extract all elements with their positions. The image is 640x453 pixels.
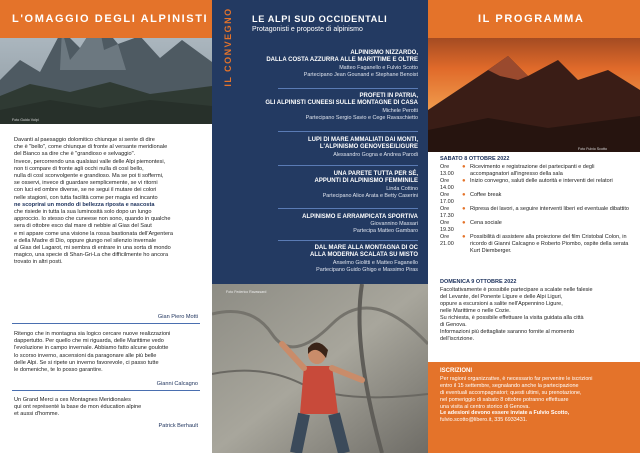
registration-line: Le adesioni devono essere inviate a Fulvio Scotto, <box>440 410 570 417</box>
registration-line: entro il 15 settembre, segnalando anche la partecipazione <box>440 382 579 389</box>
quote-line: e mi appare come una visione la rossa bastionata dell'Argentera <box>14 230 174 237</box>
program-line: Su richiesta, è possibile effettuare la visita guidata alla città <box>440 315 584 321</box>
session-participants: Partecipano Guido Ghigo e Massimo Piras <box>316 266 418 273</box>
vertical-title-text: IL CONVEGNO <box>223 7 233 87</box>
registration-line: di eventuali accompagnatori; questi ultimi, su prenotazione, <box>440 389 582 396</box>
motti-quote <box>14 137 204 267</box>
schedule-time: Ore 17.30 <box>440 206 454 219</box>
signature-motti: Gian Piero Motti <box>157 314 198 320</box>
quote-line: che risiede in tutta la sua luminosità solo dopo un lungo <box>14 209 152 216</box>
left-header-bar <box>0 0 212 38</box>
session-participants: Partecipano Alice Arata e Betty Caserini <box>322 192 418 199</box>
bullet-icon: ● <box>462 220 466 226</box>
session-divider <box>278 131 418 132</box>
session-divider <box>278 208 418 209</box>
quote-line: Ritengo che in montagna sia logico cercare nuove realizzazioni <box>14 331 171 337</box>
berhault-quote <box>14 397 204 419</box>
registration-contact[interactable]: fulvio.scotto@libero.it, 335 6933431. <box>440 417 528 424</box>
quote-line: non ti compare di fronte agli occhi nulla di così bello, <box>14 165 144 172</box>
session-participants: Partecipano Jean Gounand e Stephane Benoist <box>303 71 418 78</box>
right-header-title: IL PROGRAMMA <box>478 13 585 25</box>
program-line: Facoltativamente è possibile partecipare a scalate nelle falesie <box>440 287 593 293</box>
convegno-title: LE ALPI SUD OCCIDENTALI <box>252 14 388 24</box>
photo-caption: Foto Guido Volpi <box>12 118 39 122</box>
quote-line: l'evoluzione in campo invernale. Abbiamo fatto alcune goulotte <box>14 345 169 352</box>
bullet-icon: ● <box>462 192 466 198</box>
session-title: ALLA MODERNA SCALATA SU MISTO <box>310 252 418 259</box>
registration-line: Per ragioni organizzative, è necessario far pervenire le iscrizioni <box>440 375 593 382</box>
session-divider <box>278 165 418 166</box>
session-divider <box>278 88 418 89</box>
session-title: L'ALPINISMO GENOVESE/LIGURE <box>319 144 418 151</box>
photo-caption: Foto Federico Ravassard <box>226 290 267 294</box>
session-title: LUPI DI MARE AMMALIATI DAI MONTI, <box>308 137 418 143</box>
vertical-title <box>216 0 242 110</box>
schedule-row <box>440 192 630 206</box>
convegno-subtitle: Protagonisti e proposte di alpinismo <box>252 26 363 33</box>
registration-line: nel pomeriggio di sabato 8 ottobre potranno effettuare <box>440 396 569 403</box>
schedule-desc: Possibilità di assistere alla proiezione del film Cristobal Colon, in ricordo di Gianni Calcagno e Roberto Piombo, ospite della serata Kurt Diemberger. <box>470 234 629 254</box>
photo-caption: Foto Fulvio Scotto <box>578 147 607 151</box>
program-line: nelle Marittime o nelle Cozie. <box>440 308 511 314</box>
session-participants: Partecipano Sergio Savio e Cege Ravaschietto <box>305 114 418 121</box>
session-item <box>240 171 418 200</box>
left-panel <box>0 0 212 453</box>
session-item <box>240 137 418 159</box>
quote-line: dappertutto. Per quello che mi riguarda, delle Marittime vedo <box>14 338 164 345</box>
session-item <box>240 50 418 79</box>
session-participants: Partecipa Matteo Gambaro <box>353 228 418 235</box>
schedule-time: Ore 14.00 <box>440 178 454 191</box>
session-item <box>240 214 418 235</box>
session-item <box>240 93 418 122</box>
session-title: ALPINISMO NIZZARDO, <box>350 50 418 56</box>
schedule-time: Ore 13.00 <box>440 164 454 177</box>
bullet-icon: ● <box>462 234 466 240</box>
quote-line: al Gias del Lagarot, mi sembra di entrare in una sorta di mondo <box>14 245 171 252</box>
center-panel <box>212 0 428 453</box>
program-line: oppure a escursioni a salite nell'Appennino Ligure, <box>440 301 563 307</box>
quote-line: approccio. Io stesso che cuneese non sono, quando in qualche <box>14 216 171 223</box>
schedule-row <box>440 178 630 192</box>
session-title: GLI ALPINISTI CUNEESI SULLE MONTAGNE DI CASA <box>265 100 418 107</box>
session-title: ALPINISMO E ARRAMPICATA SPORTIVA <box>302 214 418 220</box>
quote-line: se osservi, invece di guardare semplicemente, se vi ritorni <box>14 180 158 187</box>
schedule-desc: Ripresa dei lavori, a seguire interventi liberi ed eventuale dibattito <box>470 206 629 212</box>
schedule-row <box>440 164 630 178</box>
day-heading: SABATO 8 OTTOBRE 2022 <box>440 156 510 162</box>
divider <box>12 390 200 391</box>
session-title: UNA PARETE TUTTA PER SÉ, <box>333 171 418 177</box>
quote-line: e della Madre di Dio, oppure giungo nel silenzio invernale <box>14 237 157 244</box>
schedule-row <box>440 206 630 220</box>
session-item <box>240 245 418 274</box>
session-speaker: Anselmo Giolitti e Matteo Faganello <box>332 259 418 266</box>
schedule-row <box>440 220 630 234</box>
quote-line: trovato in altri posti. <box>14 259 63 266</box>
day-heading: DOMENICA 9 OTTOBRE 2022 <box>440 279 517 285</box>
program-line: di Genova. <box>440 322 467 328</box>
calcagno-quote <box>14 331 204 374</box>
quote-line: sera di ottobre esco dal mare di nebbie al Gias del Saut <box>14 223 152 230</box>
schedule-desc: Coffee break <box>470 192 502 198</box>
program-line: Informazioni più dettagliate saranno fornite al momento <box>440 329 575 335</box>
session-title: PROFETI IN PATRIA, <box>359 93 418 99</box>
bullet-icon: ● <box>462 206 466 212</box>
session-speaker: Alessandro Gogna e Andrea Parodi <box>333 151 418 158</box>
session-speaker: Michele Perotti <box>382 107 418 114</box>
session-speaker: Giovannino Massari <box>370 221 418 228</box>
right-header-bar <box>428 0 640 38</box>
quote-line: qui ont représenté la base de mon éducation alpine <box>14 404 142 411</box>
climber-image <box>212 284 428 453</box>
quote-line: nulla di così sconvolgente e grandioso. Ma se poi ti soffermi, <box>14 173 164 180</box>
quote-line: con luci ed ombre diverse, se ne segui il mutare dei colori <box>14 187 157 194</box>
session-divider <box>278 240 418 241</box>
session-speaker: Matteo Faganello e Fulvio Scotto <box>339 64 418 71</box>
session-title: DAL MARE ALLA MONTAGNA DI OC <box>314 245 418 251</box>
quote-line: nelle stagioni, con tutta facilità come per magia ed incanto <box>14 194 158 201</box>
schedule-desc: Inizio convegno, saluti delle autorità e interventi dei relatori <box>470 178 613 184</box>
session-speaker: Linda Cottino <box>386 185 418 192</box>
registration-box <box>428 362 640 453</box>
signature-berhault: Patrick Berhault <box>158 423 198 429</box>
schedule-desc: Cena sociale <box>470 220 502 226</box>
quote-line: le domeniche, te lo posso garantire. <box>14 367 103 374</box>
quote-line: magico, una specie di Shan-Gri-La che difficilmente ho ancora <box>14 252 169 259</box>
divider <box>12 323 200 324</box>
session-title: DALLA COSTA AZZURRA ALLE MARITTIME E OLTRE <box>266 57 418 64</box>
quote-line: Invece, percorrendo una qualsiasi valle delle Alpi piemontesi, <box>14 158 166 165</box>
saturday-program <box>440 156 630 255</box>
left-header-title: L'OMAGGIO DEGLI ALPINISTI <box>12 13 209 25</box>
schedule-desc: Ricevimento e registrazione dei partecipanti e degli accompagnatori all'ingresso della sala <box>470 164 595 177</box>
quote-line: delle Alpi. Se si ripete un inverno favorevole, ci passo tutte <box>14 359 159 366</box>
session-title: APPUNTI DI ALPINISMO FEMMINILE <box>314 178 418 185</box>
quote-line: et aussi d'homme. <box>14 411 60 418</box>
schedule-time: Ore 19.30 <box>440 220 454 233</box>
climber-photo <box>212 284 428 453</box>
quote-line: che è "bello", come chiunque di fronte al versante meridionale <box>14 144 168 151</box>
schedule-row <box>440 234 630 255</box>
quote-line: lo scorso inverno, ascensioni da paragonare alle più belle <box>14 352 157 359</box>
quote-line: ne scoprirai un mondo di bellezza riposta e nascosta <box>14 201 155 208</box>
schedule-time: Ore 21.00 <box>440 234 454 247</box>
quote-line: Un Grand Merci a ces Montagnes Meridionales <box>14 397 131 403</box>
registration-line: una visita al centro storico di Genova. <box>440 403 530 410</box>
quote-line: Davanti al paesaggio dolomitico chiunque si sente di dire <box>14 137 155 143</box>
signature-calcagno: Gianni Calcagno <box>156 381 198 387</box>
quote-line: del Bianco sa dire che è "grandioso e selvaggio". <box>14 151 136 158</box>
program-line: del Levante, del Ponente Ligure e delle Alpi Liguri, <box>440 294 563 300</box>
schedule-time: Ore 17.00 <box>440 192 454 205</box>
program-line: dell'iscrizione. <box>440 336 475 342</box>
sunday-program <box>440 279 630 343</box>
bullet-icon: ● <box>462 178 466 184</box>
bullet-icon: ● <box>462 164 466 170</box>
registration-title: ISCRIZIONI <box>440 368 473 374</box>
